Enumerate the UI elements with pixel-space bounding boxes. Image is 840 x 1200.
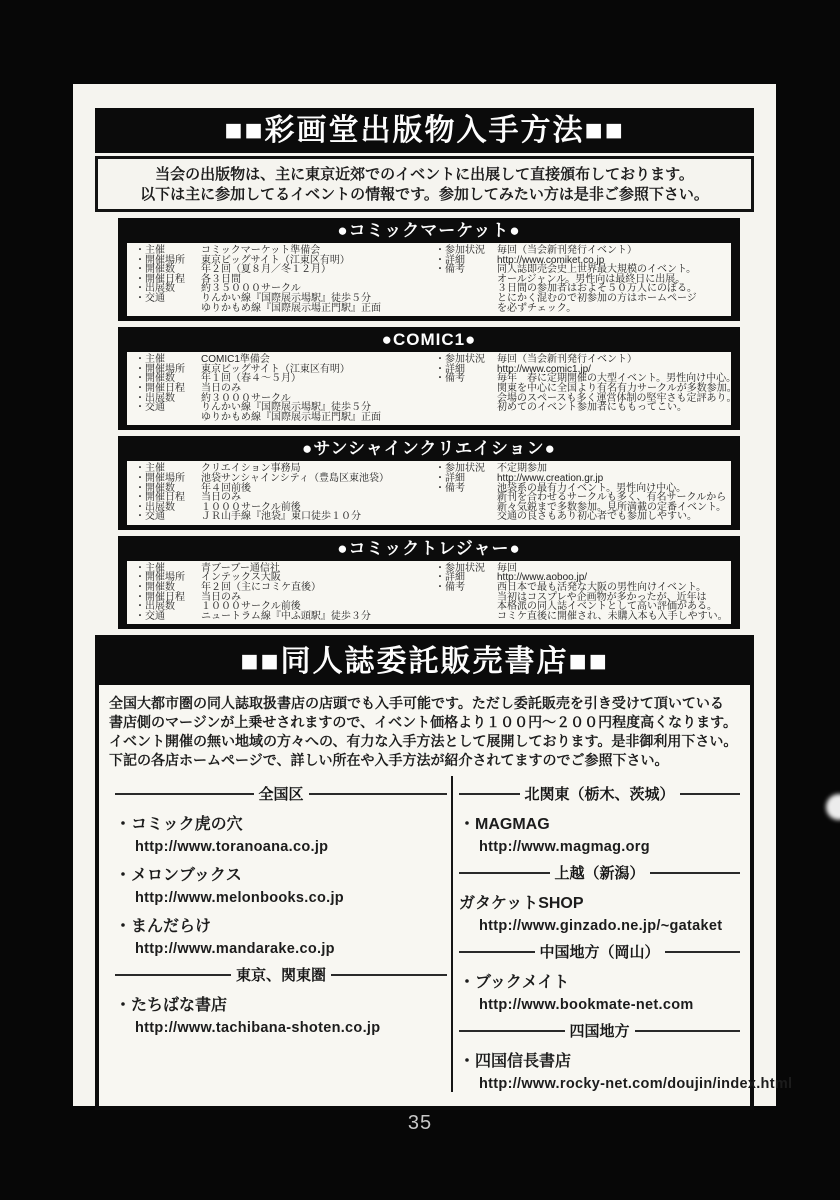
row-label: ・交通 (135, 292, 165, 304)
shop-column-left (99, 776, 451, 1092)
shop-directory (99, 772, 793, 1106)
shop-url: http://www.melonbooks.co.jp (135, 890, 344, 907)
row-value-line: オールジャンル。男性向は最終日に出展。 (497, 273, 686, 285)
row-label: ・開催数 (135, 264, 175, 276)
event-detail-row (435, 482, 727, 523)
row-value (497, 373, 737, 414)
event-detail-column (135, 564, 435, 622)
shops-intro-line: 下記の各店ホームページで、詳しい所在や入手方法が紹介されてますのでご参照下さい。 (109, 752, 669, 769)
row-value-line: 当初はコスプレや企画物が多かったが、近年は (497, 591, 707, 603)
row-label: ・詳細 (435, 254, 465, 266)
shop-region-header (115, 783, 447, 804)
shop-region-header (459, 941, 740, 962)
row-value (201, 403, 435, 422)
row-value-line: http://www.creation.gr.jp (497, 472, 604, 484)
row-label: ・参加状況 (435, 463, 485, 475)
shop-region-header (459, 1020, 740, 1041)
row-value-line: 新々気鋭まで多数参加。見所満載の定番イベント。 (497, 501, 727, 513)
event-title: ●コミックマーケット● (337, 221, 521, 240)
row-value-line: 毎回（当会新刊発行イベント） (497, 354, 637, 366)
row-value-line: クリエイション事務局 (201, 463, 301, 475)
row-label: ・参加状況 (435, 245, 485, 256)
row-value-line: http://www.comiket.co.jp (497, 254, 605, 266)
row-value-line: 西日本で最も活発な大阪の男性向けイベント。 (497, 582, 707, 594)
event-detail-column (135, 246, 435, 313)
event-title: ●コミックトレジャー● (337, 538, 521, 558)
shops-intro-line: イベント開催の無い地域の方々への、有力な入手方法として展開しております。是非御利用下さい。 (109, 733, 738, 750)
shop-item (459, 1048, 793, 1093)
page-number: 35 (407, 1112, 433, 1134)
row-label: ・詳細 (435, 363, 465, 375)
row-label: ・開催場所 (135, 572, 185, 584)
divider-line (459, 1030, 565, 1032)
event-detail-column (435, 562, 728, 622)
row-value-line: 会場のスペースも多く運営体制の堅牢さも定評あり。 (497, 392, 737, 404)
row-value-line: 新刊を合わせるサークルも多く、有名サークルから (497, 492, 727, 504)
divider-line (665, 951, 741, 953)
row-value-line: 毎回（当会新刊発行イベント） (497, 245, 637, 256)
shop-item (115, 862, 447, 906)
row-label: ・交通 (135, 511, 165, 523)
row-value-line: ゆりかもめ線『国際展示場正門駅』正面 (201, 411, 381, 423)
shop-region-label: 中国地方（岡山） (539, 944, 660, 962)
divider-line (459, 951, 535, 953)
shop-name: ガタケットSHOP (459, 895, 584, 913)
row-value-line: りんかい線『国際展示場駅』徒歩５分 (201, 292, 371, 304)
event-details (127, 243, 731, 316)
row-value-line: 初めてのイベント参加者にももってこい。 (497, 402, 687, 414)
event-box (118, 218, 740, 321)
row-value-line: 関東を中心に全国より有名有力サークルが多数参加。 (497, 382, 737, 394)
row-value-line: コミケ直後に開催され、未購入本も入手しやすい。 (497, 610, 728, 622)
shop-item (459, 811, 740, 855)
shop-region-label: 全国区 (258, 786, 304, 804)
row-value-line: 当日のみ (201, 382, 241, 394)
shop-name: ・ブックメイト (459, 974, 570, 992)
divider-line (115, 974, 231, 976)
divider-line (331, 974, 447, 976)
row-label: ・交通 (135, 610, 165, 622)
shop-url: http://www.magmag.org (479, 839, 650, 856)
divider-line (650, 872, 741, 874)
divider-line (680, 793, 741, 795)
event-box (118, 436, 740, 530)
divider-line (309, 793, 448, 795)
row-value (497, 582, 728, 622)
row-label: ・参加状況 (435, 562, 485, 574)
events-intro-line: 当会の出版物は、主に東京近郊でのイベントに出展して直接頒布しております。 (155, 166, 694, 183)
row-value-line: http://www.aoboo.jp/ (497, 572, 588, 584)
divider-line (635, 1030, 741, 1032)
row-value-line: 当日のみ (201, 591, 241, 603)
scanned-document-page (73, 84, 793, 1106)
shop-url: http://www.bookmate-net.com (479, 997, 694, 1014)
row-value (201, 612, 435, 622)
row-value-line: ３日間の参加者はおよそ５０万人にのぼる。 (497, 283, 697, 295)
row-label: ・出展数 (135, 283, 175, 295)
row-label: ・開催日程 (135, 591, 185, 603)
event-detail-row (135, 403, 435, 422)
row-value-line: 青ブーブー通信社 (201, 562, 280, 574)
row-value-line: ゆりかもめ線『国際展示場正門駅』正面 (201, 302, 381, 314)
row-label: ・詳細 (435, 572, 465, 584)
row-label: ・開催数 (135, 482, 175, 494)
divider-line (459, 872, 550, 874)
scan-artifact (826, 794, 840, 820)
event-box (118, 536, 740, 630)
row-value-line: 毎年 春に定期開催の大型イベント。男性向け中心。 (497, 373, 737, 385)
row-value-line: を必ずチェック。 (497, 302, 577, 314)
row-value-line: 不定期参加 (497, 463, 547, 475)
row-label: ・開催場所 (135, 254, 185, 266)
shop-name: ・メロンブックス (115, 867, 242, 885)
event-detail-row (135, 474, 435, 484)
event-detail-row (435, 265, 723, 313)
shop-url: http://www.rocky-net.com/doujin/index.html (479, 1076, 793, 1093)
event-details (127, 461, 731, 525)
shop-url: http://www.mandarake.co.jp (135, 941, 335, 958)
row-label: ・主催 (135, 562, 165, 574)
event-detail-row (135, 612, 435, 622)
row-value-line: 池袋系の最有力イベント。男性向け中心。 (497, 482, 687, 494)
shop-region-label: 四国地方 (569, 1023, 630, 1041)
row-value-line: 各３日間 (201, 273, 241, 285)
row-label: ・備考 (435, 264, 465, 276)
row-value (497, 265, 723, 313)
shop-region-label: 東京、関東圏 (236, 967, 327, 985)
shop-item (115, 992, 447, 1036)
row-label: ・開催数 (135, 582, 175, 594)
row-value (201, 512, 435, 522)
row-value-line: 当日のみ (201, 492, 241, 504)
shop-item (459, 890, 740, 934)
row-label: ・主催 (135, 245, 165, 256)
row-value (201, 294, 435, 313)
row-value-line: 交通の良さもあり初心者でも参加しやすい。 (497, 511, 697, 523)
shop-item (115, 811, 447, 855)
row-value-line: ニュートラム線『中ふ頭駅』徒歩３分 (201, 610, 371, 622)
row-value-line: コミックマーケット準備会 (201, 245, 321, 256)
row-value-line: 年１回（春４～５月） (201, 373, 301, 385)
events-section-title: ■■彩画堂出版物入手方法■■ (95, 108, 754, 153)
event-detail-column (435, 463, 727, 523)
row-label: ・開催日程 (135, 492, 185, 504)
shop-name: ・MAGMAG (459, 816, 550, 834)
row-label: ・出展数 (135, 392, 175, 404)
shop-url: http://www.ginzado.ne.jp/~gataket (479, 918, 723, 935)
divider-line (115, 793, 254, 795)
shops-intro-line: 全国大都市圏の同人誌取扱書店の店頭でも入手可能です。ただし委託販売を引き受けて頂いている (109, 695, 724, 712)
event-details (127, 352, 737, 425)
row-value-line: 東京ビッグサイト（江東区有明） (201, 363, 350, 375)
row-label: ・開催場所 (135, 472, 185, 484)
row-value-line: りんかい線『国際展示場駅』徒歩５分 (201, 402, 371, 414)
event-detail-column (435, 246, 723, 313)
events-intro-line: 以下は主に参加してるイベントの情報です。参加してみたい方は是非ご参照下さい。 (140, 185, 709, 203)
shop-name: ・まんだらけ (115, 918, 212, 936)
event-title: ●サンシャインクリエイション● (302, 439, 556, 459)
shop-url: http://www.tachibana-shoten.co.jp (135, 1020, 381, 1037)
divider-line (459, 793, 520, 795)
row-value (497, 482, 727, 523)
row-value-line: http://www.comic1.jp/ (497, 363, 591, 375)
event-detail-row (135, 512, 435, 522)
row-value-line: 年２回（主にコミケ直後） (201, 582, 321, 594)
row-value-line: 東京ビッグサイト（江東区有明） (201, 254, 350, 266)
row-value-line: 約３５０００サークル (201, 283, 301, 295)
row-value-line: 年２回（夏８月／冬１２月） (201, 264, 331, 276)
shop-region-header (459, 783, 740, 804)
event-details (127, 561, 731, 625)
shop-url: http://www.toranoana.co.jp (135, 839, 329, 856)
event-detail-row (135, 294, 435, 313)
event-detail-column (135, 464, 435, 522)
event-box (118, 327, 740, 430)
shop-region-header (115, 964, 447, 985)
shop-name: ・たちばな書店 (115, 997, 228, 1015)
row-value-line: 約３０００サークル (201, 392, 291, 404)
shops-section-title: ■■同人誌委託販売書店■■ (99, 639, 750, 685)
row-value-line: 池袋サンシャインシティ（豊島区東池袋） (201, 472, 389, 484)
row-value-line: １０００サークル前後 (201, 501, 301, 513)
row-label: ・備考 (435, 582, 465, 594)
row-label: ・備考 (435, 482, 465, 494)
row-label: ・開催数 (135, 373, 175, 385)
row-value-line: 同人誌即売会史上世界最大規模のイベント。 (497, 264, 697, 276)
row-value-line: 毎回 (497, 562, 517, 574)
shop-item (115, 913, 447, 957)
row-value-line: COMIC1準備会 (201, 354, 270, 366)
row-value-line: 年４回前後 (201, 482, 251, 494)
shop-name: ・コミック虎の穴 (115, 816, 243, 834)
shop-region-header (459, 862, 740, 883)
event-list (73, 218, 776, 629)
shops-section (95, 635, 793, 1110)
row-label: ・備考 (435, 373, 465, 385)
event-detail-row (435, 373, 737, 414)
shops-intro (99, 685, 750, 772)
row-value-line: ＪＲ山手線『池袋』東口徒歩１０分 (201, 511, 361, 523)
event-detail-row (435, 582, 728, 622)
shop-name: ・四国信長書店 (459, 1053, 572, 1071)
shops-intro-line: 書店側のマージンが上乗せされますので、イベント価格より１００円～２００円程度高くなります。 (109, 714, 737, 731)
row-label: ・開催場所 (135, 363, 185, 375)
shop-column-right (451, 776, 793, 1093)
shop-item (459, 969, 740, 1013)
row-label: ・出展数 (135, 601, 175, 613)
row-label: ・主催 (135, 463, 165, 475)
event-title: ●COMIC1● (381, 330, 477, 350)
row-value-line: １０００サークル前後 (201, 601, 301, 613)
row-label: ・開催日程 (135, 273, 185, 285)
events-intro (95, 156, 754, 212)
row-label: ・開催日程 (135, 382, 185, 394)
row-value-line: とにかく混むので初参加の方はホームページ (497, 292, 697, 304)
row-label: ・出展数 (135, 501, 175, 513)
row-label: ・主催 (135, 354, 165, 366)
row-label: ・詳細 (435, 472, 465, 484)
row-value-line: インテックス大阪 (201, 572, 281, 584)
row-label: ・参加状況 (435, 354, 485, 366)
event-detail-column (435, 354, 737, 422)
shop-region-label: 上越（新潟） (554, 865, 645, 883)
shop-region-label: 北関東（栃木、茨城） (524, 786, 675, 804)
row-label: ・交通 (135, 402, 165, 414)
row-value-line: 本格派の同人誌イベントとして高い評価がある。 (497, 601, 717, 613)
event-detail-column (135, 355, 435, 422)
